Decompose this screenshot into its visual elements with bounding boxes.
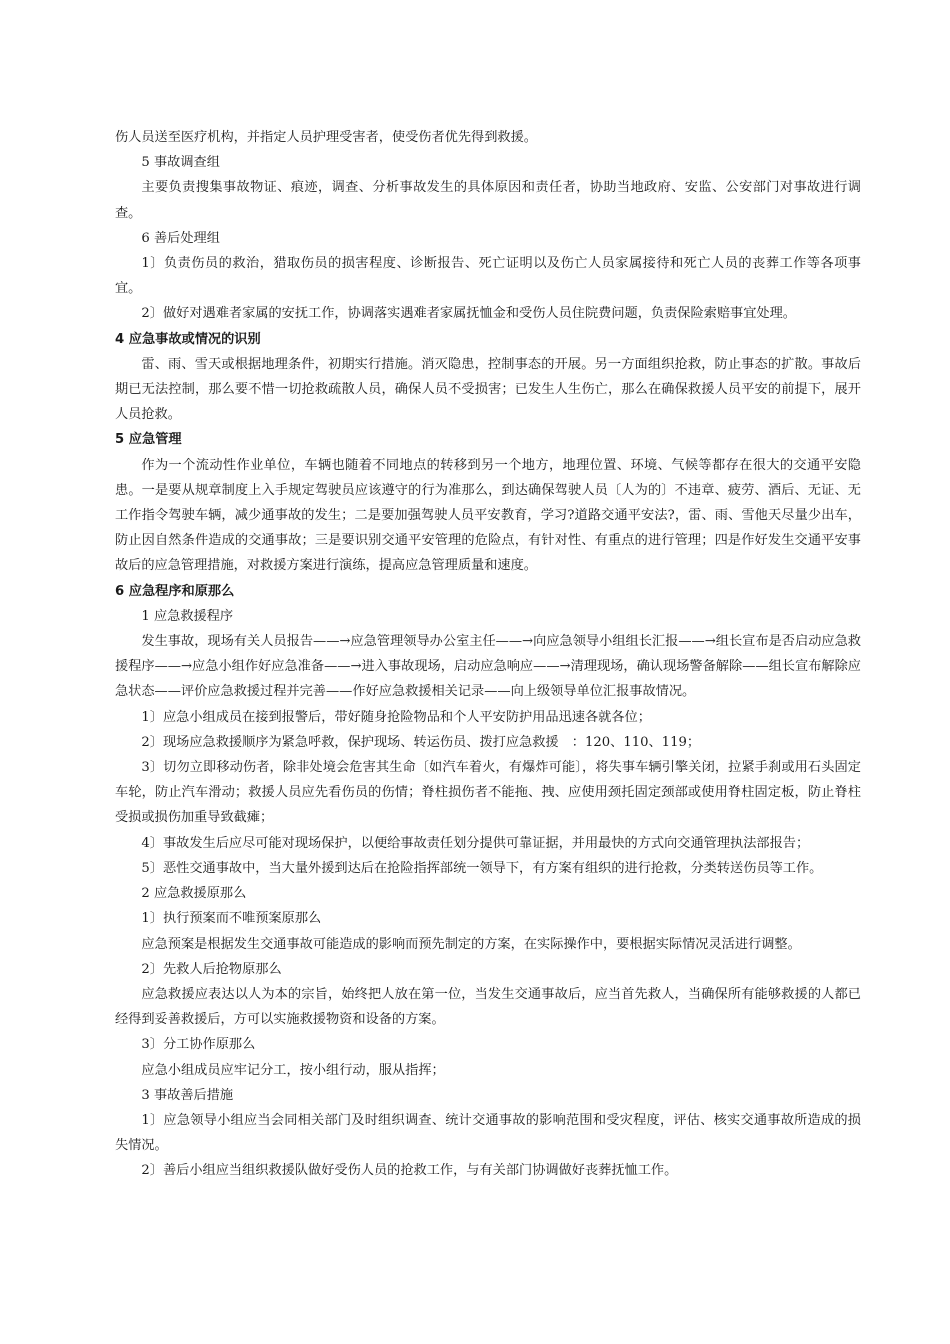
paragraph: 1〕应急小组成员在接到报警后，带好随身抢险物品和个人平安防护用品迅速各就各位； xyxy=(141,709,651,725)
paragraph: 1〕负责伤员的救治，猎取伤员的损害程度、诊断报告、死亡证明以及伤亡人员家属接待和死亡人员的丧葬工作等各项事宜。 xyxy=(115,256,861,297)
paragraph: 4〕事故发生后应尽可能对现场保护，以便给事故责任划分提供可靠证据，并用最快的方式向交通管理执法部报告； xyxy=(141,835,810,851)
paragraph: 作为一个流动性作业单位，车辆也随着不同地点的转移到另一个地方，地理位置、环境、气候等都存在很大的交通平安隐患。一是要从规章制度上入手规定驾驶员应该遵守的行为准那么，到达确保驾驶人员〔人为的〕不违章、疲劳、酒后、无证、无工作指令驾驶车辆，减少通事故的发生；二是要加强驾驶人员平安教育，学习?道路交通平安法?，雷、雨、雪他天尽量少出车，防止因自然条件造成的交通事故；三是要识别交通平安管理的危险点，有针对性、有重点的进行管理；四是作好发生交通平安事故后的应急管理措施，对救援方案进行演练，提高应急管理质量和速度。 xyxy=(115,457,861,574)
section-heading: 6 应急程序和原那么 xyxy=(115,583,235,599)
subsection-title: 2 应急救援原那么 xyxy=(141,886,247,902)
subsection-title: 1 应急救援程序 xyxy=(141,608,234,624)
paragraph: 2〕做好对遇难者家属的安抚工作，协调落实遇难者家属抚恤金和受伤人员住院费问题，负责保险索赔事宜处理。 xyxy=(141,306,796,322)
paragraph: 应急小组成员应牢记分工，按小组行动，服从指挥； xyxy=(141,1062,445,1078)
paragraph: 1〕执行预案而不唯预案原那么 xyxy=(141,911,322,927)
paragraph: 1〕应急领导小组应当会同相关部门及时组织调查、统计交通事故的影响范围和受灾程度，评估、核实交通事故所造成的损失情况。 xyxy=(115,1112,861,1154)
subsection-title: 5 事故调查组 xyxy=(141,155,220,171)
paragraph: 2〕善后小组应当组织救援队做好受伤人员的抢救工作，与有关部门协调做好丧葬抚恤工作。 xyxy=(141,1163,678,1179)
text-line: 伤人员送至医疗机构，并指定人员护理受害者，使受伤者优先得到救援。 xyxy=(115,130,537,145)
paragraph: 2〕现场应急救援顺序为紧急呼救，保护现场、转运伤员、拨打应急救援 ：120、110、119； xyxy=(141,734,701,750)
section-heading: 5 应急管理 xyxy=(115,432,182,448)
paragraph: 3〕分工协作原那么 xyxy=(141,1037,256,1053)
paragraph: 应急救援应表达以人为本的宗旨，始终把人放在第一位，当发生交通事故后，应当首先救人，当确保所有能够救援的人都已经得到妥善救援后，方可以实施救援物资和设备的方案。 xyxy=(115,986,861,1028)
subsection-title: 3 事故善后措施 xyxy=(141,1087,234,1103)
section-heading: 4 应急事故或情况的识别 xyxy=(115,331,261,347)
paragraph: 3〕切勿立即移动伤者，除非处境会危害其生命〔如汽车着火，有爆炸可能〕，将失事车辆引擎关闭，拉紧手刹或用石头固定车轮，防止汽车滑动；救援人员应先看伤员的伤情；脊柱损伤者不能拖、拽、应使用颈托固定颈部或使用脊柱固定板，防止脊柱受损或损伤加重导致截瘫； xyxy=(115,760,861,826)
paragraph: 应急预案是根据发生交通事故可能造成的影响而预先制定的方案，在实际操作中，要根据实际情况灵活进行调整。 xyxy=(141,936,801,952)
paragraph: 5〕恶性交通事故中，当大量外援到达后在抢险指挥部统一领导下，有方案有组织的进行抢救，分类转送伤员等工作。 xyxy=(141,860,823,876)
subsection-title: 6 善后处理组 xyxy=(141,230,220,246)
paragraph: 2〕先救人后抢物原那么 xyxy=(141,961,282,977)
paragraph: 主要负责搜集事故物证、痕迹，调查、分析事故发生的具体原因和责任者，协助当地政府、安监、公安部门对事故进行调查。 xyxy=(115,180,861,221)
paragraph: 发生事故，现场有关人员报告——→应急管理领导办公室主任——→向应急领导小组组长汇报——→组长宣布是否启动应急救援程序——→应急小组作好应急准备——→进入事故现场，启动应急响应——→清理现场，确认现场警备解除——组长宣布解除应急状态——评价应急救援过程并完善——作好应急救援相关记录——向上级领导单位汇报事故情况。 xyxy=(115,634,861,700)
document-page xyxy=(115,125,861,1184)
paragraph: 雷、雨、雪天或根据地理条件，初期实行措施。消灭隐患，控制事态的开展。另一方面组织抢救，防止事态的扩散。事故后期已无法控制，那么要不惜一切抢救疏散人员，确保人员不受损害；已发生人生伤亡，那么在确保救援人员平安的前提下，展开人员抢救。 xyxy=(115,356,861,423)
